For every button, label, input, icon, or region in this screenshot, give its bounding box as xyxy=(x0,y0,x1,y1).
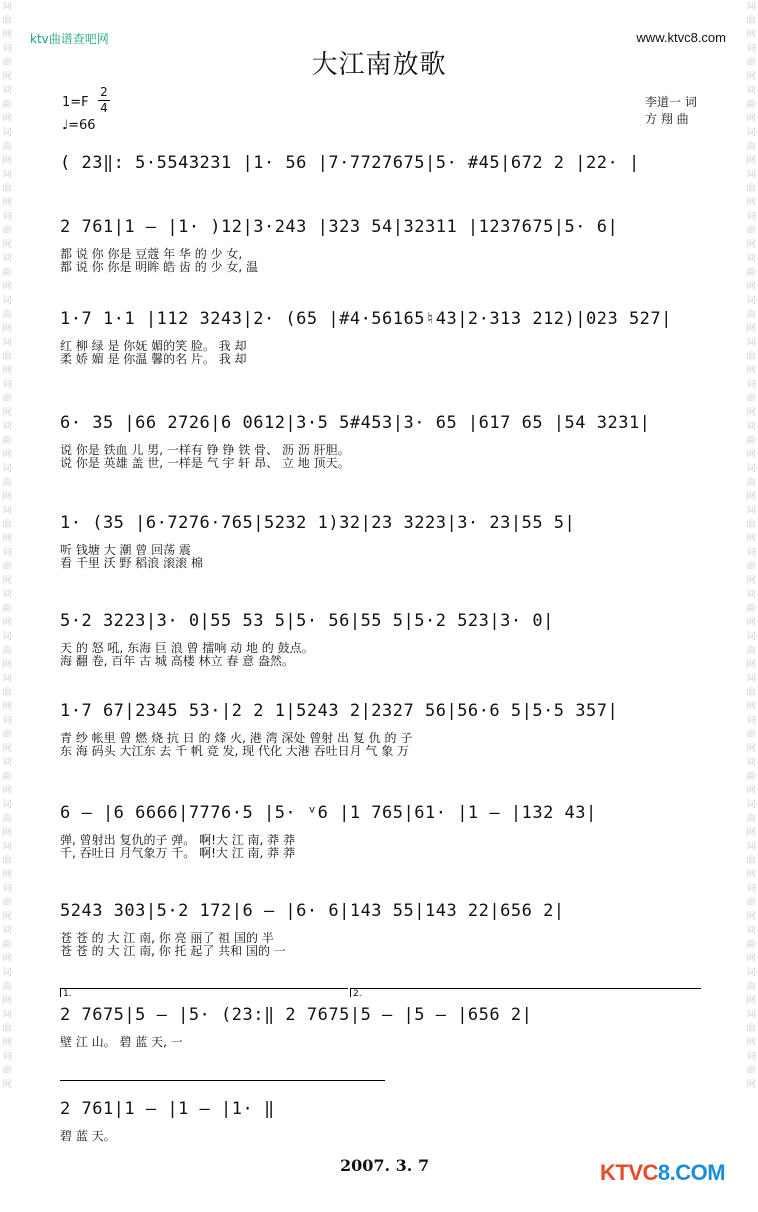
site-name-left: ktv曲谱查吧网 xyxy=(30,32,109,46)
lyricist-credit: 李道一 词 xyxy=(645,95,697,109)
tempo-marking: ♩=66 xyxy=(62,118,96,133)
time-signature xyxy=(98,86,110,115)
key-signature: 1=F xyxy=(62,95,89,110)
watermark-right: 词曲网词曲网词曲网词曲网词曲网词曲网词曲网词曲网词曲网词曲网词曲网词曲网词曲网词曲网词曲网词曲网词曲网词曲网词曲网词曲网词曲网词曲网词曲网词曲网词曲网词曲网 xyxy=(746,2,756,1090)
credits xyxy=(645,94,697,128)
lyric-verse-1: 红 柳 绿 是 你妩 媚的笑 脸。 我 却 xyxy=(60,339,247,353)
notation-line: 1·7 67|2345 53·|2 2 1|5243 2|2327 56|56·6 5|5·5 357| xyxy=(60,701,619,721)
logo-text-a: KTVC xyxy=(600,1160,658,1185)
lyric-verse-2: 苍 苍 的 大 江 南, 你 托 起了 共和 国的 一 xyxy=(60,944,286,958)
lyric-verse-2: 看 千里 沃 野 稻浪 滚滚 棉 xyxy=(60,556,203,570)
notation-line: ( 23‖: 5·5543231 |1· 56 |7·7727675|5· #45|672 2 |22· | xyxy=(60,153,640,173)
logo-text-b: 8.COM xyxy=(657,1160,726,1185)
lyric-verse-2: 海 翻 卷, 百年 古 城 高楼 林立 春 意 盎然。 xyxy=(60,654,294,668)
lyric-verse-1: 听 钱塘 大 潮 曾 回荡 震 xyxy=(60,543,191,557)
volta-first-ending: 1. xyxy=(60,988,348,997)
time-signature-top: 2 xyxy=(100,85,108,99)
lyric-verse-1: 青 纱 帐里 曾 燃 烧 抗 日 的 烽 火, 港 湾 深处 曾射 出 复 仇 的 子 xyxy=(60,731,413,745)
lyric-verse-2: 东 海 码头 大江东 去 千 帆 竞 发, 现 代化 大港 吞吐日月 气 象 万 xyxy=(60,744,410,758)
lyric-verse-1: 说 你是 铁血 儿 男, 一样有 铮 铮 铁 骨、 沥 沥 肝胆。 xyxy=(60,443,350,457)
notation-line: 2 7675|5 – |5· (23:‖ 2 7675|5 – |5 – |656 2| xyxy=(60,1005,533,1025)
lyric-verse-1: 碧 蓝 天。 xyxy=(60,1129,116,1143)
lyric-verse-1: 弹, 曾射出 复仇的子 弹。 啊!大 江 南, 莽 莽 xyxy=(60,833,295,847)
notation-line: 5·2 3223|3· 0|55 53 5|5· 56|55 5|5·2 523|3· 0| xyxy=(60,611,554,631)
lyric-verse-1: 都 说 你 你是 豆蔻 年 华 的 少 女, xyxy=(60,247,243,261)
date-stamp: 2007. 3. 7 xyxy=(340,1156,430,1175)
composer-credit: 方 翔 曲 xyxy=(645,112,689,126)
lyric-verse-1: 天 的 怒 吼, 东海 巨 浪 曾 擂响 动 地 的 鼓点。 xyxy=(60,641,314,655)
lyric-verse-2: 柔 娇 媚 是 你温 馨的名 片。 我 却 xyxy=(60,352,247,366)
notation-line: 2 761|1 – |1 – |1· ‖ xyxy=(60,1099,275,1119)
coda-bracket xyxy=(60,1080,385,1081)
song-title: 大江南放歌 xyxy=(311,50,447,80)
lyric-verse-1: 壁 江 山。 碧 蓝 天, 一 xyxy=(60,1035,183,1049)
notation-line: 1· (35 |6·7276·765|5232 1)32|23 3223|3· 23|55 5| xyxy=(60,513,576,533)
lyric-verse-2: 说 你是 英雄 盖 世, 一样是 气 宇 轩 昂、 立 地 顶天。 xyxy=(60,456,350,470)
time-signature-bottom: 4 xyxy=(100,101,108,115)
lyric-verse-2: 都 说 你 你是 明眸 皓 齿 的 少 女, 温 xyxy=(60,260,258,274)
watermark-left: 词曲网词曲网词曲网词曲网词曲网词曲网词曲网词曲网词曲网词曲网词曲网词曲网词曲网词曲网词曲网词曲网词曲网词曲网词曲网词曲网词曲网词曲网词曲网词曲网词曲网词曲网 xyxy=(2,2,12,1090)
volta-second-ending: 2. xyxy=(350,988,701,997)
site-logo xyxy=(600,1160,725,1186)
site-url[interactable]: www.ktvc8.com xyxy=(636,30,726,45)
notation-line: 1·7 1·1 |112 3243|2· (65 |#4·56165♮43|2·313 212)|023 527| xyxy=(60,309,672,329)
notation-line: 5243 303|5·2 172|6 – |6· 6|143 55|143 22|656 2| xyxy=(60,901,565,921)
lyric-verse-1: 苍 苍 的 大 江 南, 你 亮 丽了 祖 国的 半 xyxy=(60,931,274,945)
lyric-verse-2: 千, 吞吐日 月气象万 千。 啊!大 江 南, 莽 莽 xyxy=(60,846,295,860)
notation-line: 6 – |6 6666|7776·5 |5· ᵛ6 |1 765|61· |1 – |132 43| xyxy=(60,803,597,823)
notation-line: 6· 35 |66 2726|6 0612|3·5 5#453|3· 65 |617 65 |54 3231| xyxy=(60,413,651,433)
notation-line: 2 761|1 – |1· )12|3·243 |323 54|32311 |1237675|5· 6| xyxy=(60,217,619,237)
